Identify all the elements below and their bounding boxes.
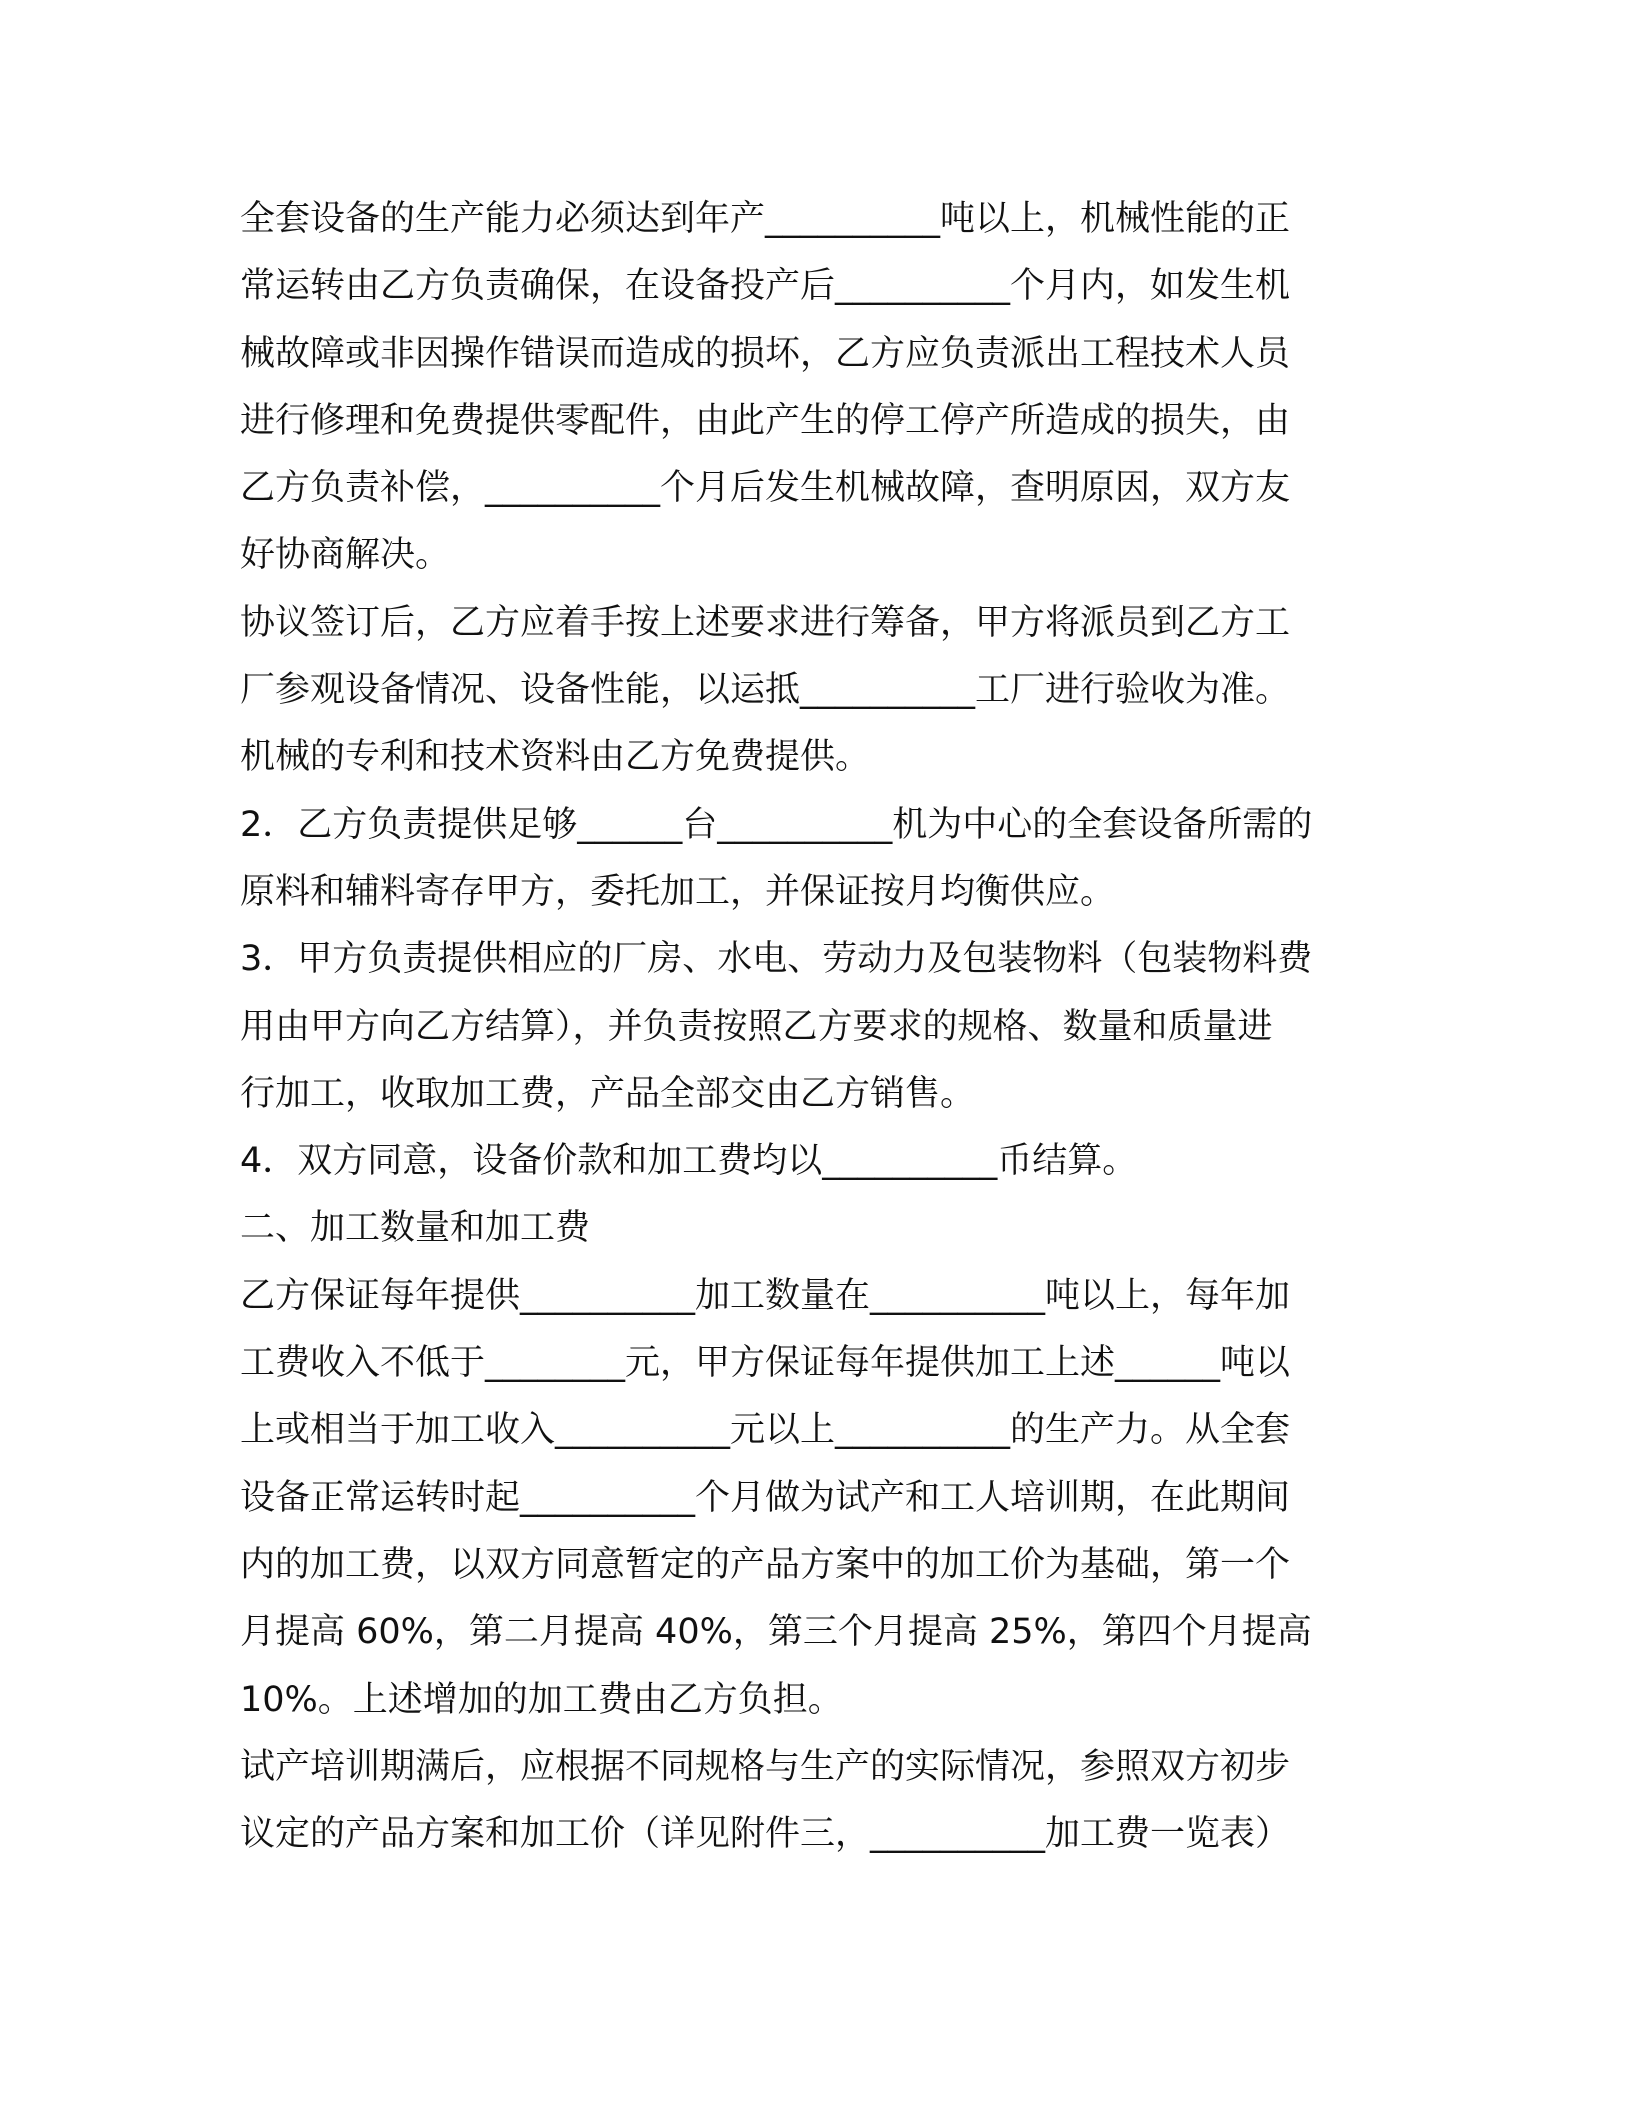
- text-line: 常运转由乙方负责确保，在设备投产后__________个月内，如发生机: [240, 266, 1291, 307]
- text-line: 2．乙方负责提供足够______台__________机为中心的全套设备所需的: [240, 804, 1313, 845]
- text-line: 原料和辅料寄存甲方，委托加工，并保证按月均衡供应。: [240, 871, 1116, 912]
- text-line: 厂参观设备情况、设备性能，以运抵__________工厂进行验收为准。: [240, 670, 1291, 711]
- text-line: 4．双方同意，设备价款和加工费均以__________币结算。: [240, 1141, 1138, 1182]
- text-line: 进行修理和免费提供零配件，由此产生的停工停产所造成的损失，由: [240, 400, 1291, 441]
- text-line: 用由甲方向乙方结算），并负责按照乙方要求的规格、数量和质量进: [240, 1006, 1273, 1047]
- text-line: 乙方负责补偿，__________个月后发生机械故障，查明原因，双方友: [240, 468, 1291, 509]
- text-line: 10%。上述增加的加工费由乙方负担。: [240, 1679, 843, 1720]
- text-line: 内的加工费，以双方同意暂定的产品方案中的加工价为基础，第一个: [240, 1544, 1291, 1585]
- text-line: 协议签订后，乙方应着手按上述要求进行筹备，甲方将派员到乙方工: [240, 602, 1291, 643]
- text-line: 机械的专利和技术资料由乙方免费提供。: [240, 737, 871, 778]
- text-line: 议定的产品方案和加工价（详见附件三，__________加工费一览表）: [240, 1814, 1291, 1855]
- text-line: 械故障或非因操作错误而造成的损坏，乙方应负责派出工程技术人员: [240, 333, 1291, 374]
- text-line: 工费收入不低于________元，甲方保证每年提供加工上述______吨以: [240, 1343, 1291, 1384]
- text-line: 试产培训期满后，应根据不同规格与生产的实际情况，参照双方初步: [240, 1746, 1291, 1787]
- section-heading: 二、加工数量和加工费: [240, 1208, 591, 1249]
- text-line: 好协商解决。: [240, 535, 451, 576]
- text-line: 行加工，收取加工费，产品全部交由乙方销售。: [240, 1073, 976, 1114]
- text-line: 全套设备的生产能力必须达到年产__________吨以上，机械性能的正: [240, 199, 1291, 239]
- text-line: 月提高 60%，第二月提高 40%，第三个月提高 25%，第四个月提高: [240, 1612, 1312, 1653]
- text-line: 3．甲方负责提供相应的厂房、水电、劳动力及包装物料（包装物料费: [240, 939, 1313, 980]
- text-line: 设备正常运转时起__________个月做为试产和工人培训期，在此期间: [240, 1477, 1291, 1518]
- text-line: 乙方保证每年提供__________加工数量在__________吨以上，每年加: [240, 1275, 1291, 1316]
- text-line: 上或相当于加工收入__________元以上__________的生产力。从全套: [240, 1410, 1291, 1451]
- document-body: [240, 186, 1380, 1868]
